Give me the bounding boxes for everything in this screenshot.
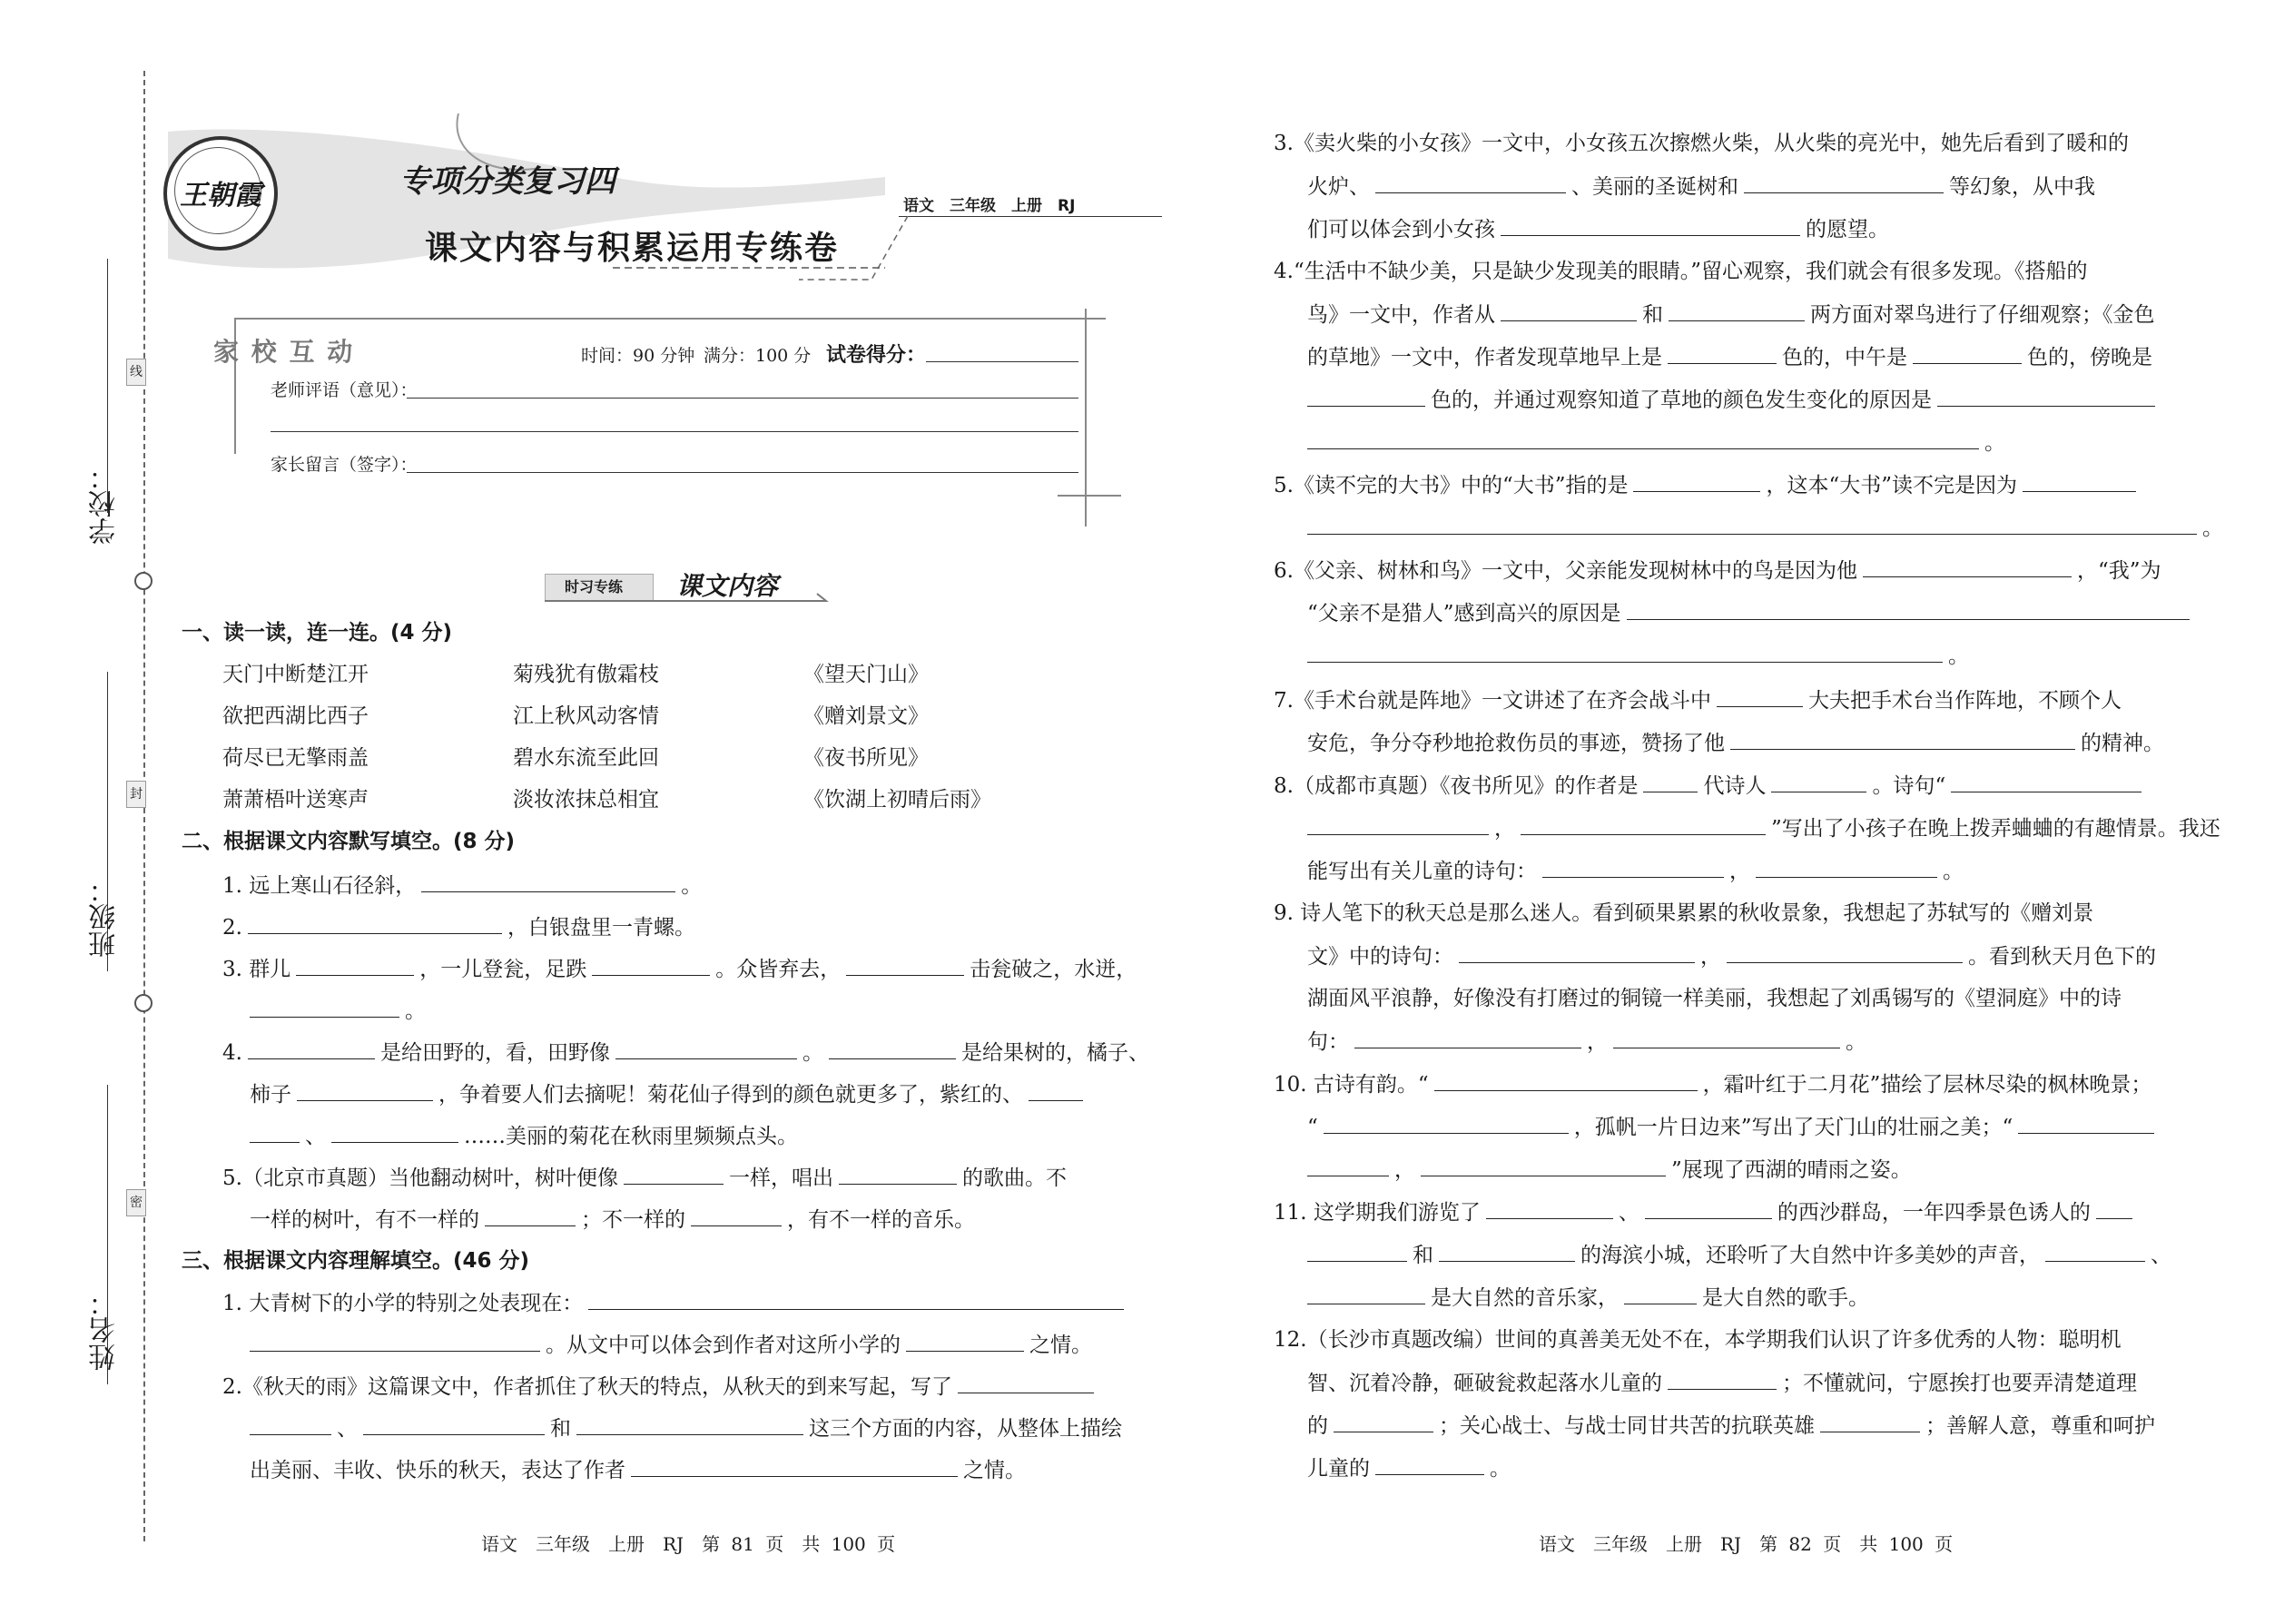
logo-text: 王朝霞 xyxy=(180,180,261,212)
answer-blank[interactable] xyxy=(631,1456,958,1477)
box-top-rule xyxy=(234,318,1106,320)
r-q3-line2: 火炉、 、美丽的圣诞树和 等幻象，从中我 xyxy=(1307,172,2095,201)
name-label: 姓名： xyxy=(89,1289,121,1371)
answer-blank[interactable] xyxy=(1375,1454,1484,1475)
school-label: 学校： xyxy=(89,463,121,545)
answer-blank[interactable] xyxy=(1627,599,2190,620)
q2-item-2: 2. ，白银盘里一青螺。 xyxy=(222,913,695,941)
q1-left-item[interactable]: 天门中断楚江开 xyxy=(222,663,369,686)
grade-badge: 语文 三年级 上册 RJ xyxy=(903,197,1076,215)
r-q8-line2: ， ”写出了小孩子在晚上拨弄蛐蛐的有趣情景。我还 xyxy=(1307,814,2220,842)
answer-blank[interactable] xyxy=(1459,942,1695,963)
answer-blank[interactable] xyxy=(1307,386,1425,407)
q3-item-1-cont: 。从文中可以体会到作者对这所小学的 之情。 xyxy=(250,1331,1092,1359)
answer-blank[interactable] xyxy=(1375,172,1566,193)
r-q6-line1: 6.《父亲、树林和鸟》一文中，父亲能发现树林中的鸟是因为他 ，“我”为 xyxy=(1274,556,2161,585)
interaction-label: 家 校 互 动 xyxy=(213,337,355,367)
footer-right: 语文 三年级 上册 RJ 第 82 页 共 100 页 xyxy=(1539,1533,1954,1555)
answer-blank[interactable] xyxy=(1439,1241,1575,1262)
q1-heading: 一、读一读，连一连。(4 分) xyxy=(182,621,453,645)
answer-blank[interactable] xyxy=(1307,1284,1425,1304)
answer-blank[interactable] xyxy=(1913,343,2022,364)
answer-blank[interactable] xyxy=(1624,1284,1697,1304)
answer-blank[interactable] xyxy=(906,1331,1024,1352)
answer-blank[interactable] xyxy=(691,1206,782,1226)
r-q7-line1: 7.《手术台就是阵地》一文讲述了在齐会战斗中 大夫把手术台当作阵地，不顾个人 xyxy=(1274,686,2122,714)
answer-blank[interactable] xyxy=(839,1164,957,1185)
q2-item-5-cont: 一样的树叶，有不一样的 ；不一样的 ，有不一样的音乐。 xyxy=(250,1206,975,1234)
q1-left-item[interactable]: 萧萧梧叶送寒声 xyxy=(222,788,369,812)
r-q12-line4: 儿童的 。 xyxy=(1307,1454,1511,1482)
r-q8-line1: 8.（成都市真题）《夜书所见》的作者是 代诗人 。诗句“ xyxy=(1274,772,2147,800)
q3-item-2-cont: 、 和 这三个方面的内容，从整体上描绘 xyxy=(250,1414,1122,1442)
r-q11-line2: 和 的海滨小城，还聆听了大自然中许多美妙的声音， 、 xyxy=(1307,1241,2171,1269)
r-q9-line2: 文》中的诗句： ， 。看到秋天月色下的 xyxy=(1307,942,2156,970)
q2-item-3: 3. 群儿 ，一儿登瓮，足跌 。众皆弃去， 击瓮破之，水迸， xyxy=(222,955,1137,983)
q2-item-5: 5.（北京市真题）当他翻动树叶，树叶便像 一样，唱出 的歌曲。不 xyxy=(222,1164,1067,1192)
answer-blank[interactable] xyxy=(248,913,502,934)
footer-left: 语文 三年级 上册 RJ 第 81 页 共 100 页 xyxy=(481,1533,896,1555)
answer-blank[interactable] xyxy=(1307,514,2197,535)
r-q5-line2: 。 xyxy=(1307,514,2223,542)
answer-blank[interactable] xyxy=(1307,642,1943,663)
r-q10-line3: ， ”展现了西湖的晴雨之姿。 xyxy=(1307,1156,1912,1184)
r-q3-line3: 们可以体会到小女孩 的愿望。 xyxy=(1307,215,1889,243)
q3-item-2: 2.《秋天的雨》这篇课文中，作者抓住了秋天的特点，从秋天的到来写起，写了 xyxy=(222,1373,1099,1401)
answer-blank[interactable] xyxy=(1501,215,1800,236)
q2-heading: 二、根据课文内容默写填空。(8 分) xyxy=(182,830,516,853)
q1-middle-item[interactable]: 菊残犹有傲霜枝 xyxy=(513,663,659,686)
answer-blank[interactable] xyxy=(1730,729,2075,750)
r-q6-line2: “父亲不是猎人”感到高兴的原因是 xyxy=(1307,599,2195,627)
answer-blank[interactable] xyxy=(250,997,399,1018)
teacher-comment-field-2[interactable] xyxy=(271,431,1078,432)
series-title: 专项分类复习四 xyxy=(399,163,615,200)
answer-blank[interactable] xyxy=(1613,1028,1840,1048)
r-q8-line3: 能写出有关儿童的诗句： ， 。 xyxy=(1307,857,1964,885)
r-q12-line1: 12.（长沙市真题改编）世间的真善美无处不在，本学期我们认识了许多优秀的人物：聪明机 xyxy=(1274,1328,2122,1352)
section-arrow xyxy=(545,590,844,608)
answer-blank[interactable] xyxy=(1354,1028,1581,1048)
answer-blank[interactable] xyxy=(1307,428,1979,449)
answer-blank[interactable] xyxy=(250,1331,540,1352)
answer-blank[interactable] xyxy=(1307,1241,1407,1262)
q1-right-item[interactable]: 《夜书所见》 xyxy=(803,746,929,770)
answer-blank[interactable] xyxy=(1521,814,1766,835)
r-q9-line3: 湖面风平浪静，好像没有打磨过的铜镜一样美丽，我想起了刘禹锡写的《望洞庭》中的诗 xyxy=(1307,987,2122,1010)
binding-tag-secret: 密 xyxy=(126,1189,146,1216)
page-title: 课文内容与积累运用专练卷 xyxy=(425,229,840,267)
answer-blank[interactable] xyxy=(1820,1412,1920,1432)
answer-blank[interactable] xyxy=(1542,857,1724,878)
answer-blank[interactable] xyxy=(1334,1412,1433,1432)
teacher-comment-label: 老师评语（意见）： xyxy=(271,380,418,400)
r-q4-line5: 。 xyxy=(1307,428,2005,457)
section-title: 课文内容 xyxy=(676,571,779,601)
r-q5-line1: 5.《读不完的大书》中的“大书”指的是 ，这本“大书”读不完是因为 xyxy=(1274,471,2141,499)
answer-blank[interactable] xyxy=(485,1206,576,1226)
r-q11-line3: 是大自然的音乐家， 是大自然的歌手。 xyxy=(1307,1284,1869,1312)
q1-left-item[interactable]: 荷尽已无擎雨盖 xyxy=(222,746,369,770)
r-q7-line2: 安危，争分夺秒地抢救伤员的事迹，赞扬了他 的精神。 xyxy=(1307,729,2164,757)
r-q4-line1: 4.“生活中不缺少美，只是缺少发现美的眼睛。”留心观察，我们就会有很多发现。《搭船的 xyxy=(1274,260,2088,283)
answer-blank[interactable] xyxy=(1668,1369,1777,1390)
r-q4-line4: 色的，并通过观察知道了草地的颜色发生变化的原因是 xyxy=(1307,386,2161,414)
r-q9-line1: 9. 诗人笔下的秋天总是那么迷人。看到硕果累累的秋收景象，我想起了苏轼写的《赠刘景 xyxy=(1274,901,2094,925)
answer-blank[interactable] xyxy=(1669,300,1805,321)
answer-blank[interactable] xyxy=(1863,556,2072,577)
answer-blank[interactable] xyxy=(1744,172,1944,193)
answer-blank[interactable] xyxy=(1434,1070,1698,1091)
parent-comment-label: 家长留言（签字）： xyxy=(271,455,418,475)
q1-right-item[interactable]: 《赠刘景文》 xyxy=(803,704,929,728)
binding-tag-seal: 封 xyxy=(126,781,146,808)
answer-blank[interactable] xyxy=(1486,1198,1613,1219)
answer-blank[interactable] xyxy=(1324,1113,1569,1134)
binding-hole-icon xyxy=(134,994,153,1012)
class-label: 班级： xyxy=(89,876,121,958)
answer-blank[interactable] xyxy=(576,1414,803,1435)
answer-blank[interactable] xyxy=(846,955,964,976)
answer-blank[interactable] xyxy=(1668,343,1777,364)
time-limit: 时间：90 分钟 xyxy=(581,346,695,366)
q2-item-1: 1. 远上寒山石径斜， 。 xyxy=(222,871,702,900)
title-dashed-line xyxy=(799,216,917,289)
answer-blank[interactable] xyxy=(363,1414,545,1435)
r-q11-line1: 11. 这学期我们游览了 、 的西沙群岛，一年四季景色诱人的 xyxy=(1274,1198,2138,1226)
r-q12-line3: 的 ；关心战士、与战士同甘共苦的抗联英雄 ；善解人意，尊重和呵护 xyxy=(1307,1412,2155,1440)
q1-middle-item[interactable]: 碧水东流至此回 xyxy=(513,746,659,770)
answer-blank[interactable] xyxy=(1307,814,1489,835)
q1-right-item[interactable]: 《饮湖上初晴后雨》 xyxy=(803,788,991,812)
answer-blank[interactable] xyxy=(624,1164,724,1185)
answer-blank[interactable] xyxy=(592,955,710,976)
answer-blank[interactable] xyxy=(1771,772,1866,792)
answer-blank[interactable] xyxy=(250,1414,331,1435)
box-right-rule xyxy=(1085,309,1087,527)
full-score: 满分：100 分 xyxy=(704,346,812,366)
r-q12-line2: 智、沉着冷静，砸破瓮救起落水儿童的 ；不懂就问，宁愿挨打也要弄清楚道理 xyxy=(1307,1369,2137,1397)
score-label: 试卷得分： xyxy=(826,344,927,367)
q3-item-2-cont2: 出美丽、丰收、快乐的秋天，表达了作者 之情。 xyxy=(250,1456,1026,1484)
q2-item-4-cont: 柿子 ，争着要人们去摘呢！菊花仙子得到的颜色就更多了，紫红的、 xyxy=(250,1080,1088,1108)
answer-blank[interactable] xyxy=(1727,942,1963,963)
answer-blank[interactable] xyxy=(1421,1156,1666,1176)
q3-item-1: 1. 大青树下的小学的特别之处表现在： xyxy=(222,1289,1129,1317)
r-q3-line1: 3.《卖火柴的小女孩》一文中，小女孩五次擦燃火柴，从火柴的亮光中，她先后看到了暖和的 xyxy=(1274,132,2129,155)
teacher-comment-field[interactable] xyxy=(407,398,1078,399)
binding-hole-icon xyxy=(134,572,153,590)
answer-blank[interactable] xyxy=(958,1373,1094,1393)
answer-blank[interactable] xyxy=(1307,1156,1389,1176)
q1-left-item[interactable]: 欲把西湖比西子 xyxy=(222,704,369,728)
answer-blank[interactable] xyxy=(1645,1198,1772,1219)
answer-blank[interactable] xyxy=(1501,300,1637,321)
answer-blank[interactable] xyxy=(296,955,414,976)
r-q9-line4: 句： ， 。 xyxy=(1307,1028,1866,1056)
q1-right-item[interactable]: 《望天门山》 xyxy=(803,663,929,686)
answer-blank[interactable] xyxy=(2018,1113,2154,1134)
answer-blank[interactable] xyxy=(331,1122,458,1143)
answer-blank[interactable] xyxy=(421,871,675,892)
r-q10-line1: 10. 古诗有韵。“ ，霜叶红于二月花”描绘了层林尽染的枫林晚景； xyxy=(1274,1070,2151,1098)
q2-item-4-cont2: 、 ……美丽的菊花在秋雨里频频点头。 xyxy=(250,1122,798,1150)
binding-tag-line: 线 xyxy=(126,359,146,386)
r-q4-line3: 的草地》一文中，作者发现草地早上是 色的，中午是 色的，傍晚是 xyxy=(1307,343,2152,371)
parent-comment-field[interactable] xyxy=(407,472,1078,473)
score-field[interactable] xyxy=(926,361,1078,362)
q1-middle-item[interactable]: 江上秋风动客情 xyxy=(513,704,659,728)
box-corner-rule xyxy=(1058,495,1121,497)
answer-blank[interactable] xyxy=(2045,1241,2145,1262)
answer-blank[interactable] xyxy=(2023,471,2136,492)
q2-item-4: 4. 是给田野的，看，田野像 。 是给果树的，橘子、 xyxy=(222,1038,1149,1067)
answer-blank[interactable] xyxy=(1756,857,1937,878)
r-q6-line3: 。 xyxy=(1307,642,1969,670)
r-q4-line2: 鸟》一文中，作者从 和 两方面对翠鸟进行了仔细观察；《金色 xyxy=(1307,300,2155,329)
r-q10-line2: “ ，孤帆一片日边来”写出了天门山的壮丽之美；“ xyxy=(1307,1113,2160,1141)
logo-seal xyxy=(163,136,278,251)
answer-blank[interactable] xyxy=(1951,772,2141,792)
answer-blank[interactable] xyxy=(1643,772,1698,792)
answer-blank[interactable] xyxy=(250,1122,300,1143)
answer-blank[interactable] xyxy=(615,1038,797,1059)
badge-underline xyxy=(899,216,1162,217)
answer-blank[interactable] xyxy=(2096,1198,2132,1219)
q3-heading: 三、根据课文内容理解填空。(46 分) xyxy=(182,1249,530,1273)
answer-blank[interactable] xyxy=(1633,471,1760,492)
answer-blank[interactable] xyxy=(829,1038,956,1059)
answer-blank[interactable] xyxy=(248,1038,375,1059)
answer-blank[interactable] xyxy=(1937,386,2155,407)
answer-blank[interactable] xyxy=(1717,686,1803,707)
answer-blank[interactable] xyxy=(1029,1080,1083,1101)
q2-item-3-cont: 。 xyxy=(250,997,426,1025)
section-tag: 时习专练 xyxy=(565,578,624,595)
answer-blank[interactable] xyxy=(297,1080,433,1101)
q1-middle-item[interactable]: 淡妆浓抹总相宜 xyxy=(513,788,659,812)
answer-blank[interactable] xyxy=(588,1289,1124,1310)
